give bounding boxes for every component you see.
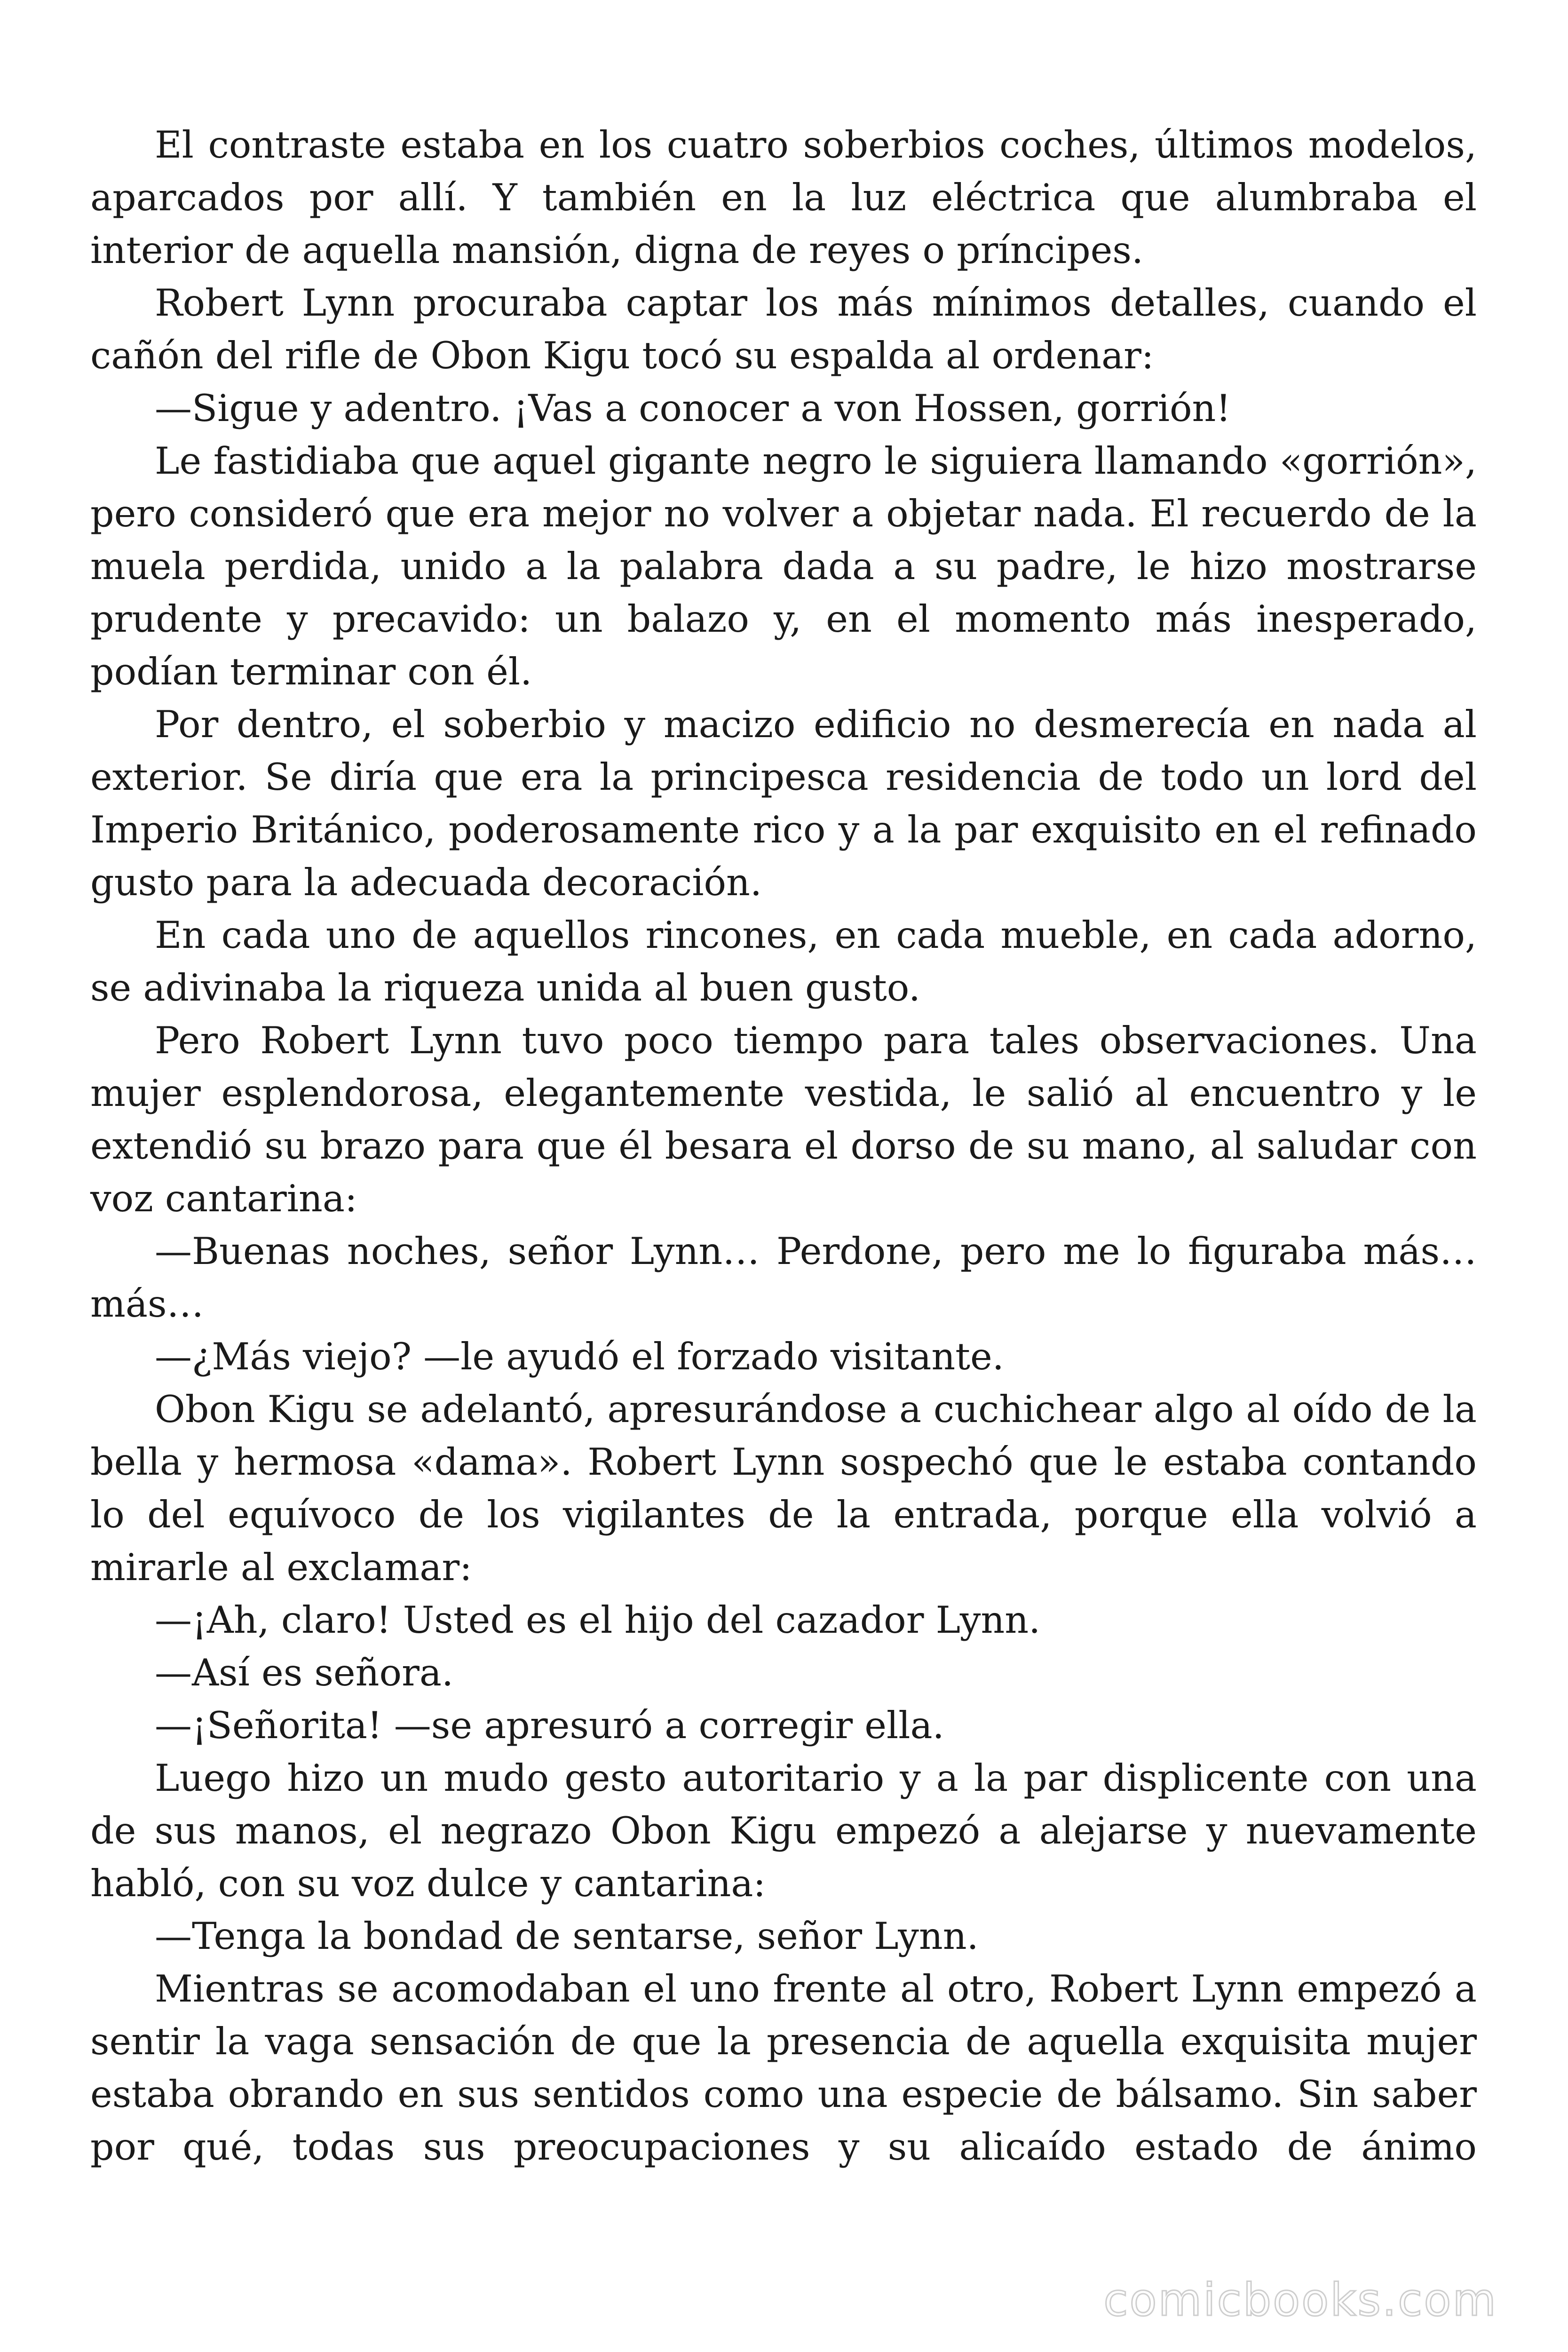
paragraph: Pero Robert Lynn tuvo poco tiempo para tales observaciones. Una mujer esplendorosa, elegantemente vestida, le salió al encuentro y le extendió su brazo para que él besara el dorso de su mano, al saludar con voz cantarina: (90, 1019, 1477, 1220)
paragraph: —Tenga la bondad de sentarse, señor Lynn. (155, 1915, 979, 1958)
paragraph: Robert Lynn procuraba captar los más mínimos detalles, cuando el cañón del rifle de Obon Kigu tocó su espalda al ordenar: (90, 281, 1477, 377)
paragraph: —Sigue y adentro. ¡Vas a conocer a von Hossen, gorrión! (155, 387, 1231, 430)
paragraph: El contraste estaba en los cuatro soberbios coches, últimos modelos, aparcados por allí. Y también en la luz eléctrica que alumbraba el interior de aquella mansión, digna de reyes o príncipes. (90, 123, 1477, 272)
paragraph: Luego hizo un mudo gesto autoritario y a la par displicente con una de sus manos, el negrazo Obon Kigu empezó a alejarse y nuevamente habló, con su voz dulce y cantarina: (90, 1756, 1477, 1905)
paragraph: —Buenas noches, señor Lynn… Perdone, pero me lo figuraba más… más… (90, 1230, 1477, 1326)
last-paragraph: Mientras se acomodaban el uno frente al otro, Robert Lynn empezó a sentir la vaga sensación de que la presencia de aquella exquisita mujer estaba obrando en sus sentidos como una especie de bálsamo. Sin saber por qué, todas sus preocupaciones y su alicaído estado de ánimo (90, 1967, 1477, 2169)
paragraph: En cada uno de aquellos rincones, en cada mueble, en cada adorno, se adivinaba la riqueza unida al buen gusto. (90, 914, 1477, 1009)
paragraph: Le fastidiaba que aquel gigante negro le siguiera llamando «gorrión», pero consideró que era mejor no volver a objetar nada. El recuerdo de la muela perdida, unido a la palabra dada a su padre, le hizo mostrarse prudente y precavido: un balazo y, en el momento más inesperado, podían terminar con él. (90, 439, 1477, 693)
watermark: comicbooks.com (1103, 2274, 1497, 2326)
body-text (90, 119, 1477, 2173)
paragraph: —Así es señora. (155, 1651, 454, 1694)
paragraph: Obon Kigu se adelantó, apresurándose a cuchichear algo al oído de la bella y hermosa «dama». Robert Lynn sospechó que le estaba contando lo del equívoco de los vigilantes de la entrada, porque ella volvió a mirarle al exclamar: (90, 1388, 1477, 1589)
paragraph: Por dentro, el soberbio y macizo edificio no desmerecía en nada al exterior. Se diría que era la principesca residencia de todo un lord del Imperio Británico, poderosamente rico y a la par exquisito en el refinado gusto para la adecuada decoración. (90, 703, 1477, 904)
paragraph: —¡Señorita! —se apresuró a corregir ella. (155, 1704, 944, 1747)
paragraph: —¡Ah, claro! Usted es el hijo del cazador Lynn. (155, 1598, 1041, 1642)
paragraph: —¿Más viejo? —le ayudó el forzado visitante. (155, 1335, 1004, 1378)
